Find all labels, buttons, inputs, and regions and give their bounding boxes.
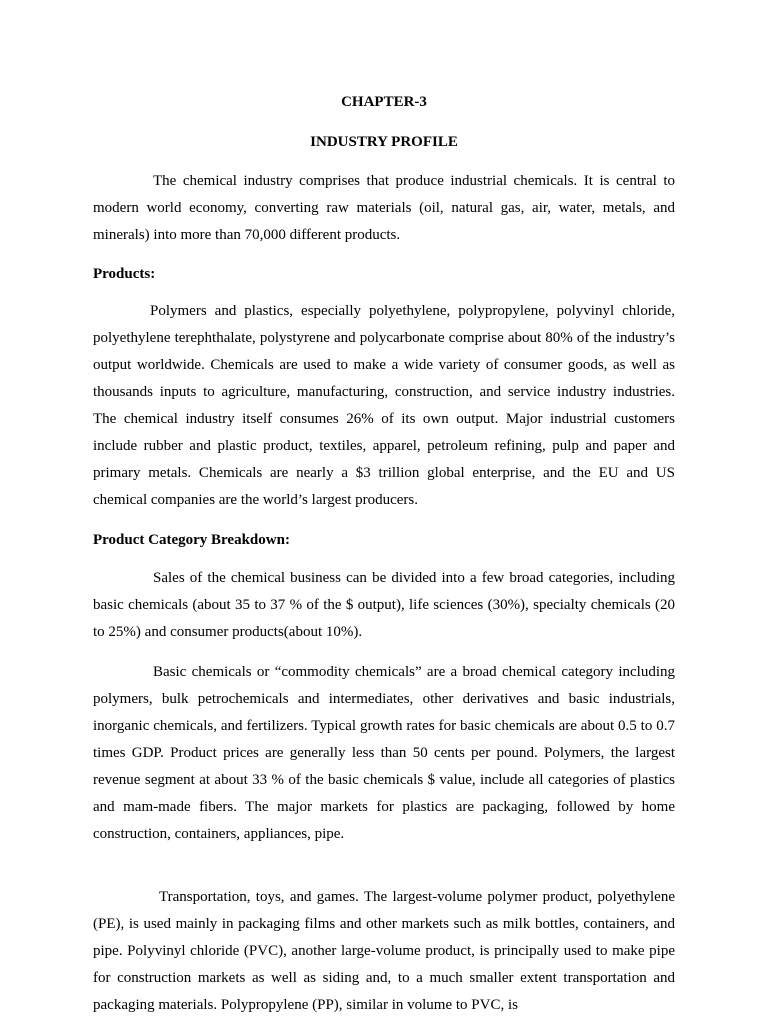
polymer-products-paragraph: Transportation, toys, and games. The largest-volume polymer product, polyethylene (PE), is used mainly in packaging films and other markets such as milk bottles, containers, and pipe. Polyvinyl chloride (PVC), another large-volume product, is principally used to make pipe for construction markets as well as siding and, to a much smaller extent transportation and packaging materials. Polypropylene (PP), similar in volume to PVC, is: [93, 889, 675, 1013]
products-paragraph: Polymers and plastics, especially polyethylene, polypropylene, polyvinyl chloride, polyethylene terephthalate, polystyrene and polycarbonate comprise about 80% of the industry’s output worldwide. Chemicals are used to make a wide variety of consumer goods, as well as thousands inputs to agriculture, manufacturing, construction, and service industry industries. The chemical industry itself consumes 26% of its own output. Major industrial customers include rubber and plastic product, textiles, apparel, petroleum refining, pulp and paper and primary metals. Chemicals are nearly a $3 trillion global enterprise, and the EU and US chemical companies are the world’s largest producers.: [93, 303, 675, 508]
products-heading: Products:: [93, 266, 156, 282]
category-breakdown-heading: Product Category Breakdown:: [93, 532, 290, 548]
page-title: INDUSTRY PROFILE: [310, 134, 458, 150]
basic-chemicals-paragraph: Basic chemicals or “commodity chemicals” are a broad chemical category including polymers, bulk petrochemicals and intermediates, other derivatives and basic industrials, inorganic chemicals, and fertilizers. Typical growth rates for basic chemicals are about 0.5 to 0.7 times GDP. Product prices are generally less than 50 cents per pound. Polymers, the largest revenue segment at about 33 % of the basic chemicals $ value, include all categories of plastics and mam-made fibers. The major markets for plastics are packaging, followed by home construction, containers, appliances, pipe.: [93, 664, 675, 842]
sales-categories-paragraph: Sales of the chemical business can be divided into a few broad categories, including basic chemicals (about 35 to 37 % of the $ output), life sciences (30%), specialty chemicals (20 to 25%) and consumer products(about 10%).: [93, 570, 675, 640]
intro-paragraph: The chemical industry comprises that produce industrial chemicals. It is central to modern world economy, converting raw materials (oil, natural gas, air, water, metals, and minerals) into more than 70,000 different products.: [93, 173, 675, 243]
chapter-label: CHAPTER-3: [341, 94, 427, 110]
